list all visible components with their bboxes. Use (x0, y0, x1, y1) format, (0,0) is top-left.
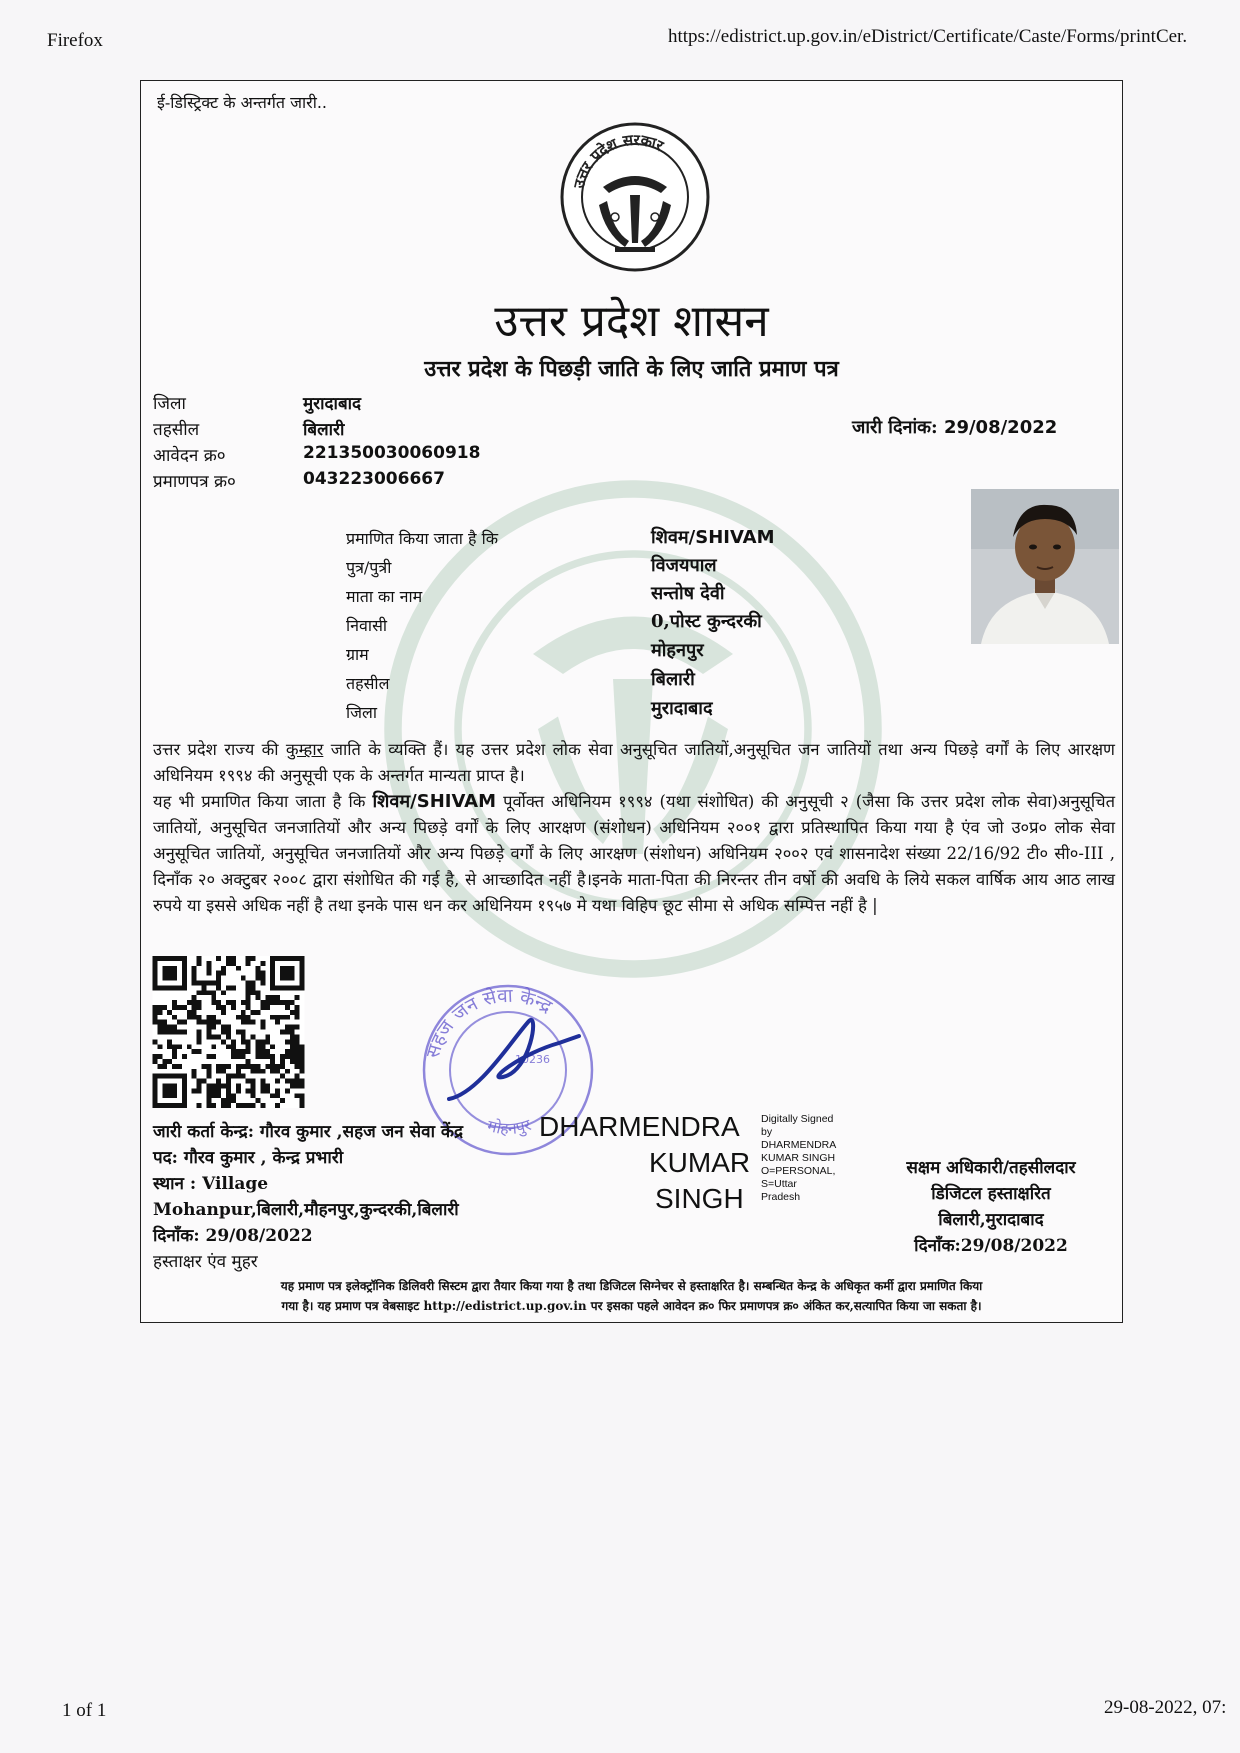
person-tehsil-value: बिलारी (651, 669, 695, 690)
page-count: 1 of 1 (62, 1700, 107, 1721)
certificate-body (153, 737, 1115, 919)
signer-name-line-1: DHARMENDRA (539, 1111, 740, 1142)
authority-title: सक्षम अधिकारी/तहसीलदार (906, 1158, 1076, 1178)
person-tehsil-label: तहसील (346, 674, 390, 693)
stamp-code: 10236 (515, 1053, 550, 1066)
print-timestamp: 29-08-2022, 07: (1104, 1697, 1227, 1718)
stamp-place: मोहनपुर (485, 1115, 534, 1139)
issue-date (852, 415, 1057, 439)
up-government-emblem (559, 121, 711, 273)
paragraph-applicant-name: शिवम/SHIVAM (372, 791, 497, 812)
village-label: ग्राम (346, 645, 369, 664)
resident-label: निवासी (346, 616, 388, 635)
application-no-value: 221350030060918 (303, 443, 481, 463)
signer-name-line-2: KUMAR (649, 1147, 751, 1178)
certificate-title: उत्तर प्रदेश के पिछड़ी जाति के लिए जाति प्रमाण पत्र (424, 356, 839, 382)
applicant-name: शिवम/SHIVAM (651, 527, 775, 548)
page-url: https://edistrict.up.gov.in/eDistrict/Certificate/Caste/Forms/printCer. (668, 26, 1188, 47)
caste-name: कुम्हार (285, 740, 324, 759)
issuer-center: जारी कर्ता केन्द्र: गौरव कुमार ,सहज जन सेवा केंद्र (153, 1122, 463, 1142)
certificate-no-value: 043223006667 (303, 469, 445, 489)
issue-date-value: 29/08/2022 (943, 417, 1058, 438)
signature-scribble-icon (449, 1020, 579, 1099)
place-label: स्थान : Village (153, 1174, 269, 1194)
income-paragraph: यह भी प्रमाणित किया जाता है कि शिवम/SHIVAM पूर्वोक्त अधिनियम १९९४ (यथा संशोधित) की अनुसूची २ (जैसा कि उत्तर प्रदेश लोक सेवा)अनुसूचित जातियों, अनुसूचित जनजातियों और अन्य पिछड़े वर्गों के लिए आरक्षण (संशोधन) अधिनियम २००१ द्वारा प्रतिस्थापित किया गया है एंव जो उ०प्र० लोक सेवा अनुसूचित जातियों, अनुसूचित जनजातियों और अन्य पिछड़े वर्गों के लिए आरक्षण (संशोधन) अधिनियम २००२ एवं शासनादेश संख्या 22/16/92 टी० सी०-III , दिनाँक २० अक्टुबर २००८ द्वारा संशोधित की गई है, से आच्छादित नहीं है।इनके माता-पिता की निरन्तर तीन वर्षो की अवधि के लिये सकल वार्षिक आय आठ लाख रुपये या इससे अधिक नहीं है तथा इनके पास धन कर अधिनियम १९५७ मे यथा विहिप छूट सीमा से अधिक सम्पित्त नहीं है | (153, 791, 1115, 915)
father-name: विजयपाल (651, 555, 717, 576)
certify-label: प्रमाणित किया जाता है कि (346, 529, 499, 548)
district-label: जिला (153, 394, 186, 414)
caste-paragraph: उत्तर प्रदेश राज्य की कुम्हार जाति के व्यक्ति हैं। यह उत्तर प्रदेश लोक सेवा अनुसूचित जातियों,अनुसूचित जन जातियों तथा अन्य पिछड़े वर्गों के लिए आरक्षण अधिनियम १९९४ की अनुसूची एक के अन्तर्गत मान्यता प्राप्त है। (153, 740, 1115, 785)
village-value: मोहनपुर (651, 640, 704, 661)
signer-name-line-3: SINGH (655, 1183, 744, 1214)
resident-value: 0,पोस्ट कुन्दरकी (651, 611, 762, 632)
emblem-text: उत्तर प्रदेश सरकार (569, 130, 667, 190)
authority-signature: डिजिटल हस्ताक्षरित (931, 1184, 1051, 1204)
mother-name: सन्तोष देवी (651, 583, 725, 604)
sign-seal-label: हस्ताक्षर एंव मुहर (153, 1252, 258, 1272)
browser-name: Firefox (47, 30, 103, 51)
son-daughter-label: पुत्र/पुत्री (346, 558, 392, 577)
issued-note: ई-डिस्ट्रिक्ट के अन्तर्गत जारी.. (157, 93, 328, 112)
district-value: मुरादाबाद (303, 394, 362, 414)
person-photo-icon (971, 489, 1119, 644)
verification-note: यह प्रमाण पत्र इलेक्ट्रॉनिक डिलिवरी सिस्टम द्वारा तैयार किया गया है तथा डिजिटल सिग्नेचर से हस्ताक्षरित है। सम्बन्धित केन्द्र के अधिकृत कर्मी द्वारा प्रमाणित किया गया है। यह प्रमाण पत्र वेबसाइट http://edistrict.up.gov.in पर इसका पहले आवेदन क्र० फिर प्रमाणपत्र क्र० अंकित कर,सत्यापित किया जा सकता है। (280, 1279, 983, 1313)
person-district-label: जिला (346, 703, 378, 722)
place-value: Mohanpur,बिलारी,मौहनपुर,कुन्दरकी,बिलारी (153, 1200, 459, 1220)
issuer-post: पद: गौरव कुमार , केन्द्र प्रभारी (153, 1148, 344, 1168)
stamp-text: सहज जन सेवा केन्द्र (421, 984, 556, 1061)
applicant-photo (971, 489, 1119, 644)
footer-date: दिनाँक: 29/08/2022 (153, 1226, 313, 1246)
qr-code (151, 956, 306, 1108)
person-district-value: मुरादाबाद (651, 698, 713, 719)
authority-date: दिनाँक:29/08/2022 (914, 1236, 1068, 1256)
government-title: उत्तर प्रदेश शासन (494, 296, 769, 347)
certificate-no-label: प्रमाणपत्र क्र० (153, 472, 236, 492)
tehsil-label: तहसील (153, 420, 200, 440)
digital-signature-details: Digitally Signed by DHARMENDRA KUMAR SINGH O=PERSONAL, S=Uttar Pradesh (761, 1113, 837, 1203)
certificate (140, 80, 1123, 1323)
svg-text:मोहनपुर (485, 1115, 534, 1138)
application-no-label: आवेदन क्र० (153, 446, 226, 466)
issue-date-label: जारी दिनांक: (852, 417, 938, 438)
tehsil-value: बिलारी (303, 420, 345, 440)
mother-name-label: माता का नाम (346, 587, 423, 606)
authority-place: बिलारी,मुरादाबाद (938, 1210, 1044, 1230)
